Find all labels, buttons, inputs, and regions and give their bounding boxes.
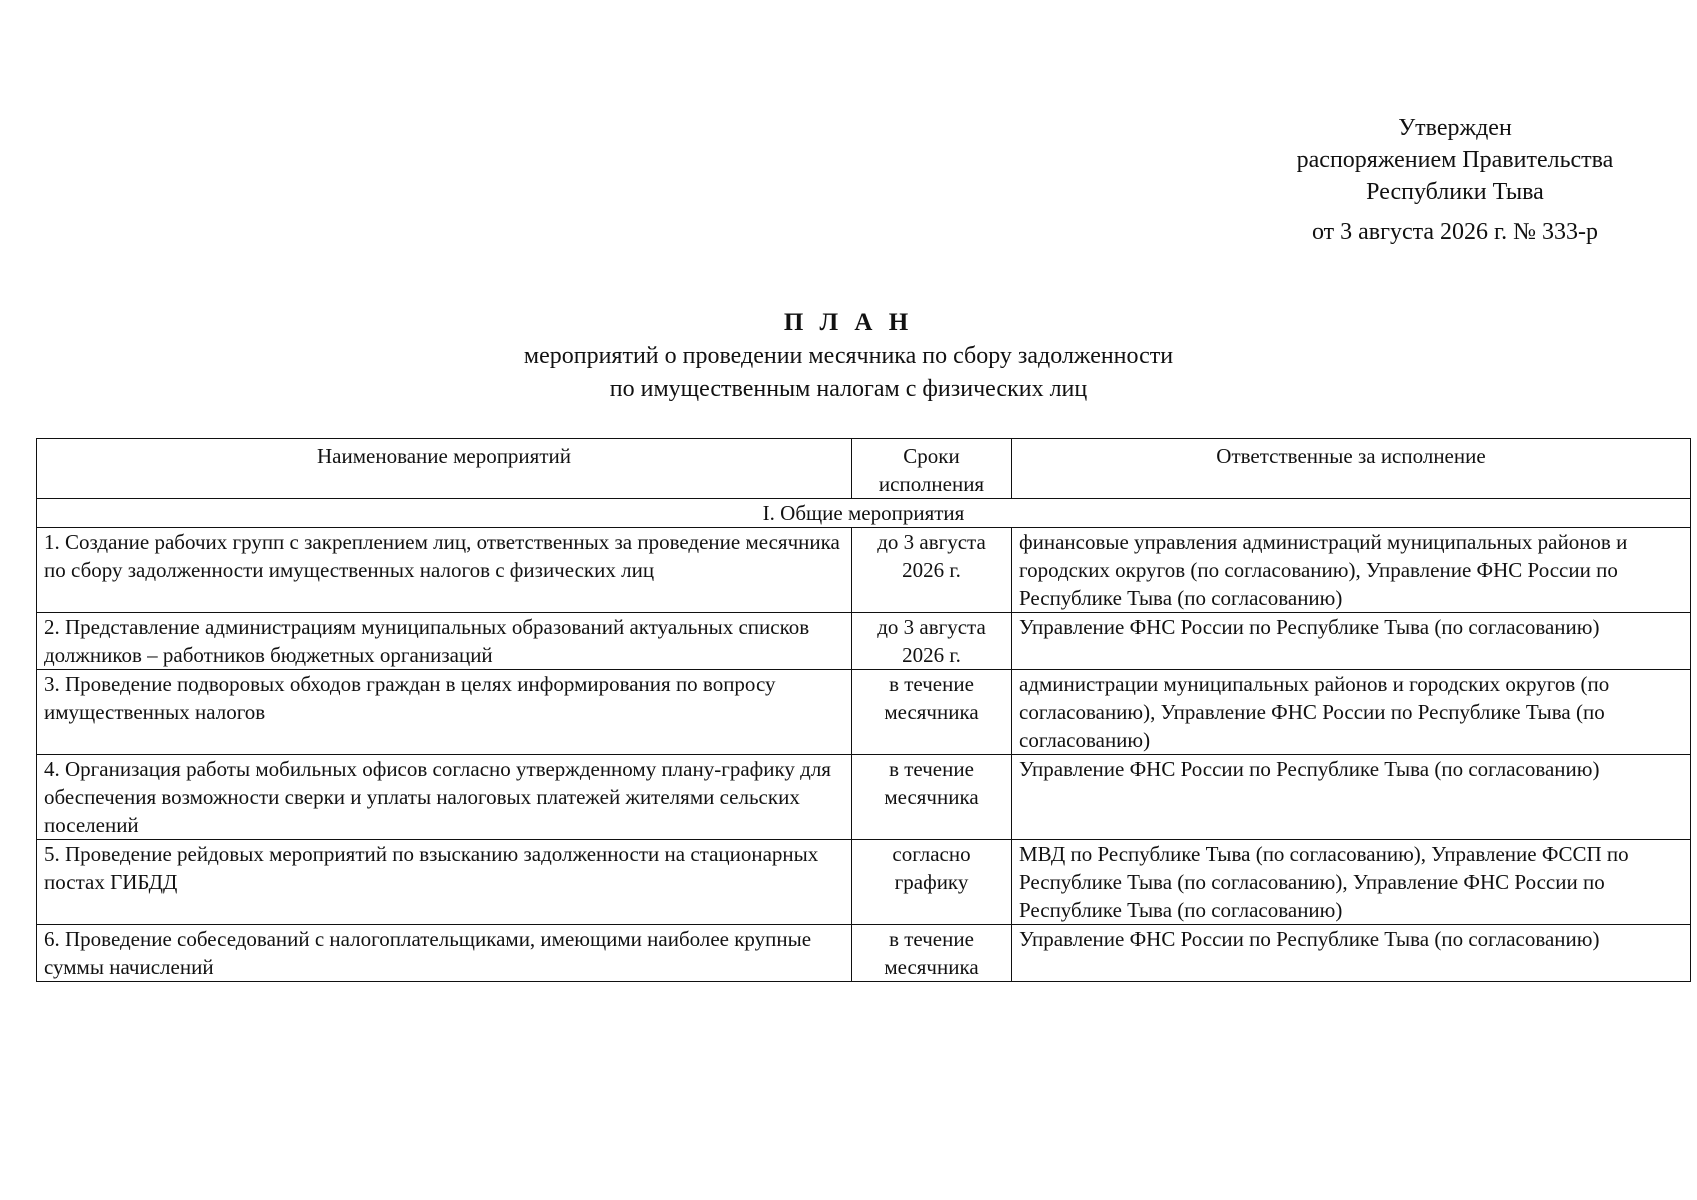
table-header-row (37, 439, 1691, 499)
row-term-cell: до 3 августа 2026 г. (852, 528, 1012, 613)
document-title: П Л А Н (783, 309, 914, 336)
row-name-cell: 6. Проведение собеседований с налогоплательщиками, имеющими наиболее крупные суммы начислений (37, 925, 852, 982)
table-row (37, 840, 1691, 925)
row-term-cell: в течение месячника (852, 670, 1012, 755)
row-responsible-cell: Управление ФНС России по Республике Тыва (по согласованию) (1012, 925, 1691, 982)
row-term-cell: согласно графику (852, 840, 1012, 925)
approval-line-approved: Утвержден (1398, 115, 1512, 141)
table-row (37, 613, 1691, 670)
column-header-name: Наименование мероприятий (37, 439, 852, 499)
row-responsible-cell: Управление ФНС России по Республике Тыва (по согласованию) (1012, 755, 1691, 840)
table-row (37, 925, 1691, 982)
row-responsible-cell: МВД по Республике Тыва (по согласованию), Управление ФССП по Республике Тыва (по согласованию), Управление ФНС России по Республике Тыва (по согласованию) (1012, 840, 1691, 925)
section-title: I. Общие мероприятия (37, 499, 1691, 528)
column-header-responsible: Ответственные за исполнение (1012, 439, 1691, 499)
row-name-cell: 1. Создание рабочих групп с закреплением лиц, ответственных за проведение месячника по сбору задолженности имущественных налогов с физических лиц (37, 528, 852, 613)
document-subtitle-line-1: мероприятий о проведении месячника по сбору задолженности (523, 343, 1174, 369)
approval-stamp-block (1240, 112, 1670, 248)
row-responsible-cell: администрации муниципальных районов и городских округов (по согласованию), Управление ФНС России по Республике Тыва (по согласованию) (1012, 670, 1691, 755)
row-name-cell: 4. Организация работы мобильных офисов согласно утвержденному плану-графику для обеспечения возможности сверки и уплаты налоговых платежей жителями сельских поселений (37, 755, 852, 840)
document-subtitle-line-2: по имущественным налогам с физических лиц (609, 376, 1088, 402)
table-row (37, 670, 1691, 755)
plan-table (36, 438, 1691, 982)
table-row (37, 755, 1691, 840)
row-term-cell: в течение месячника (852, 925, 1012, 982)
table-row (37, 528, 1691, 613)
column-header-term: Сроки исполнения (852, 439, 1012, 499)
row-responsible-cell: Управление ФНС России по Республике Тыва (по согласованию) (1012, 613, 1691, 670)
approval-line-republic: Республики Тыва (1366, 179, 1544, 205)
row-name-cell: 3. Проведение подворовых обходов граждан в целях информирования по вопросу имущественных налогов (37, 670, 852, 755)
row-term-cell: в течение месячника (852, 755, 1012, 840)
section-row (37, 499, 1691, 528)
row-name-cell: 2. Представление администрациям муниципальных образований актуальных списков должников – работников бюджетных организаций (37, 613, 852, 670)
row-name-cell: 5. Проведение рейдовых мероприятий по взысканию задолженности на стационарных постах ГИБДД (37, 840, 852, 925)
approval-line-order: распоряжением Правительства (1296, 147, 1614, 173)
approval-line-date-number: от 3 августа 2026 г. № 333-р (1311, 219, 1599, 245)
row-term-cell: до 3 августа 2026 г. (852, 613, 1012, 670)
row-responsible-cell: финансовые управления администраций муниципальных районов и городских округов (по согласованию), Управление ФНС России по Республике Тыва (по согласованию) (1012, 528, 1691, 613)
document-heading (0, 306, 1697, 406)
